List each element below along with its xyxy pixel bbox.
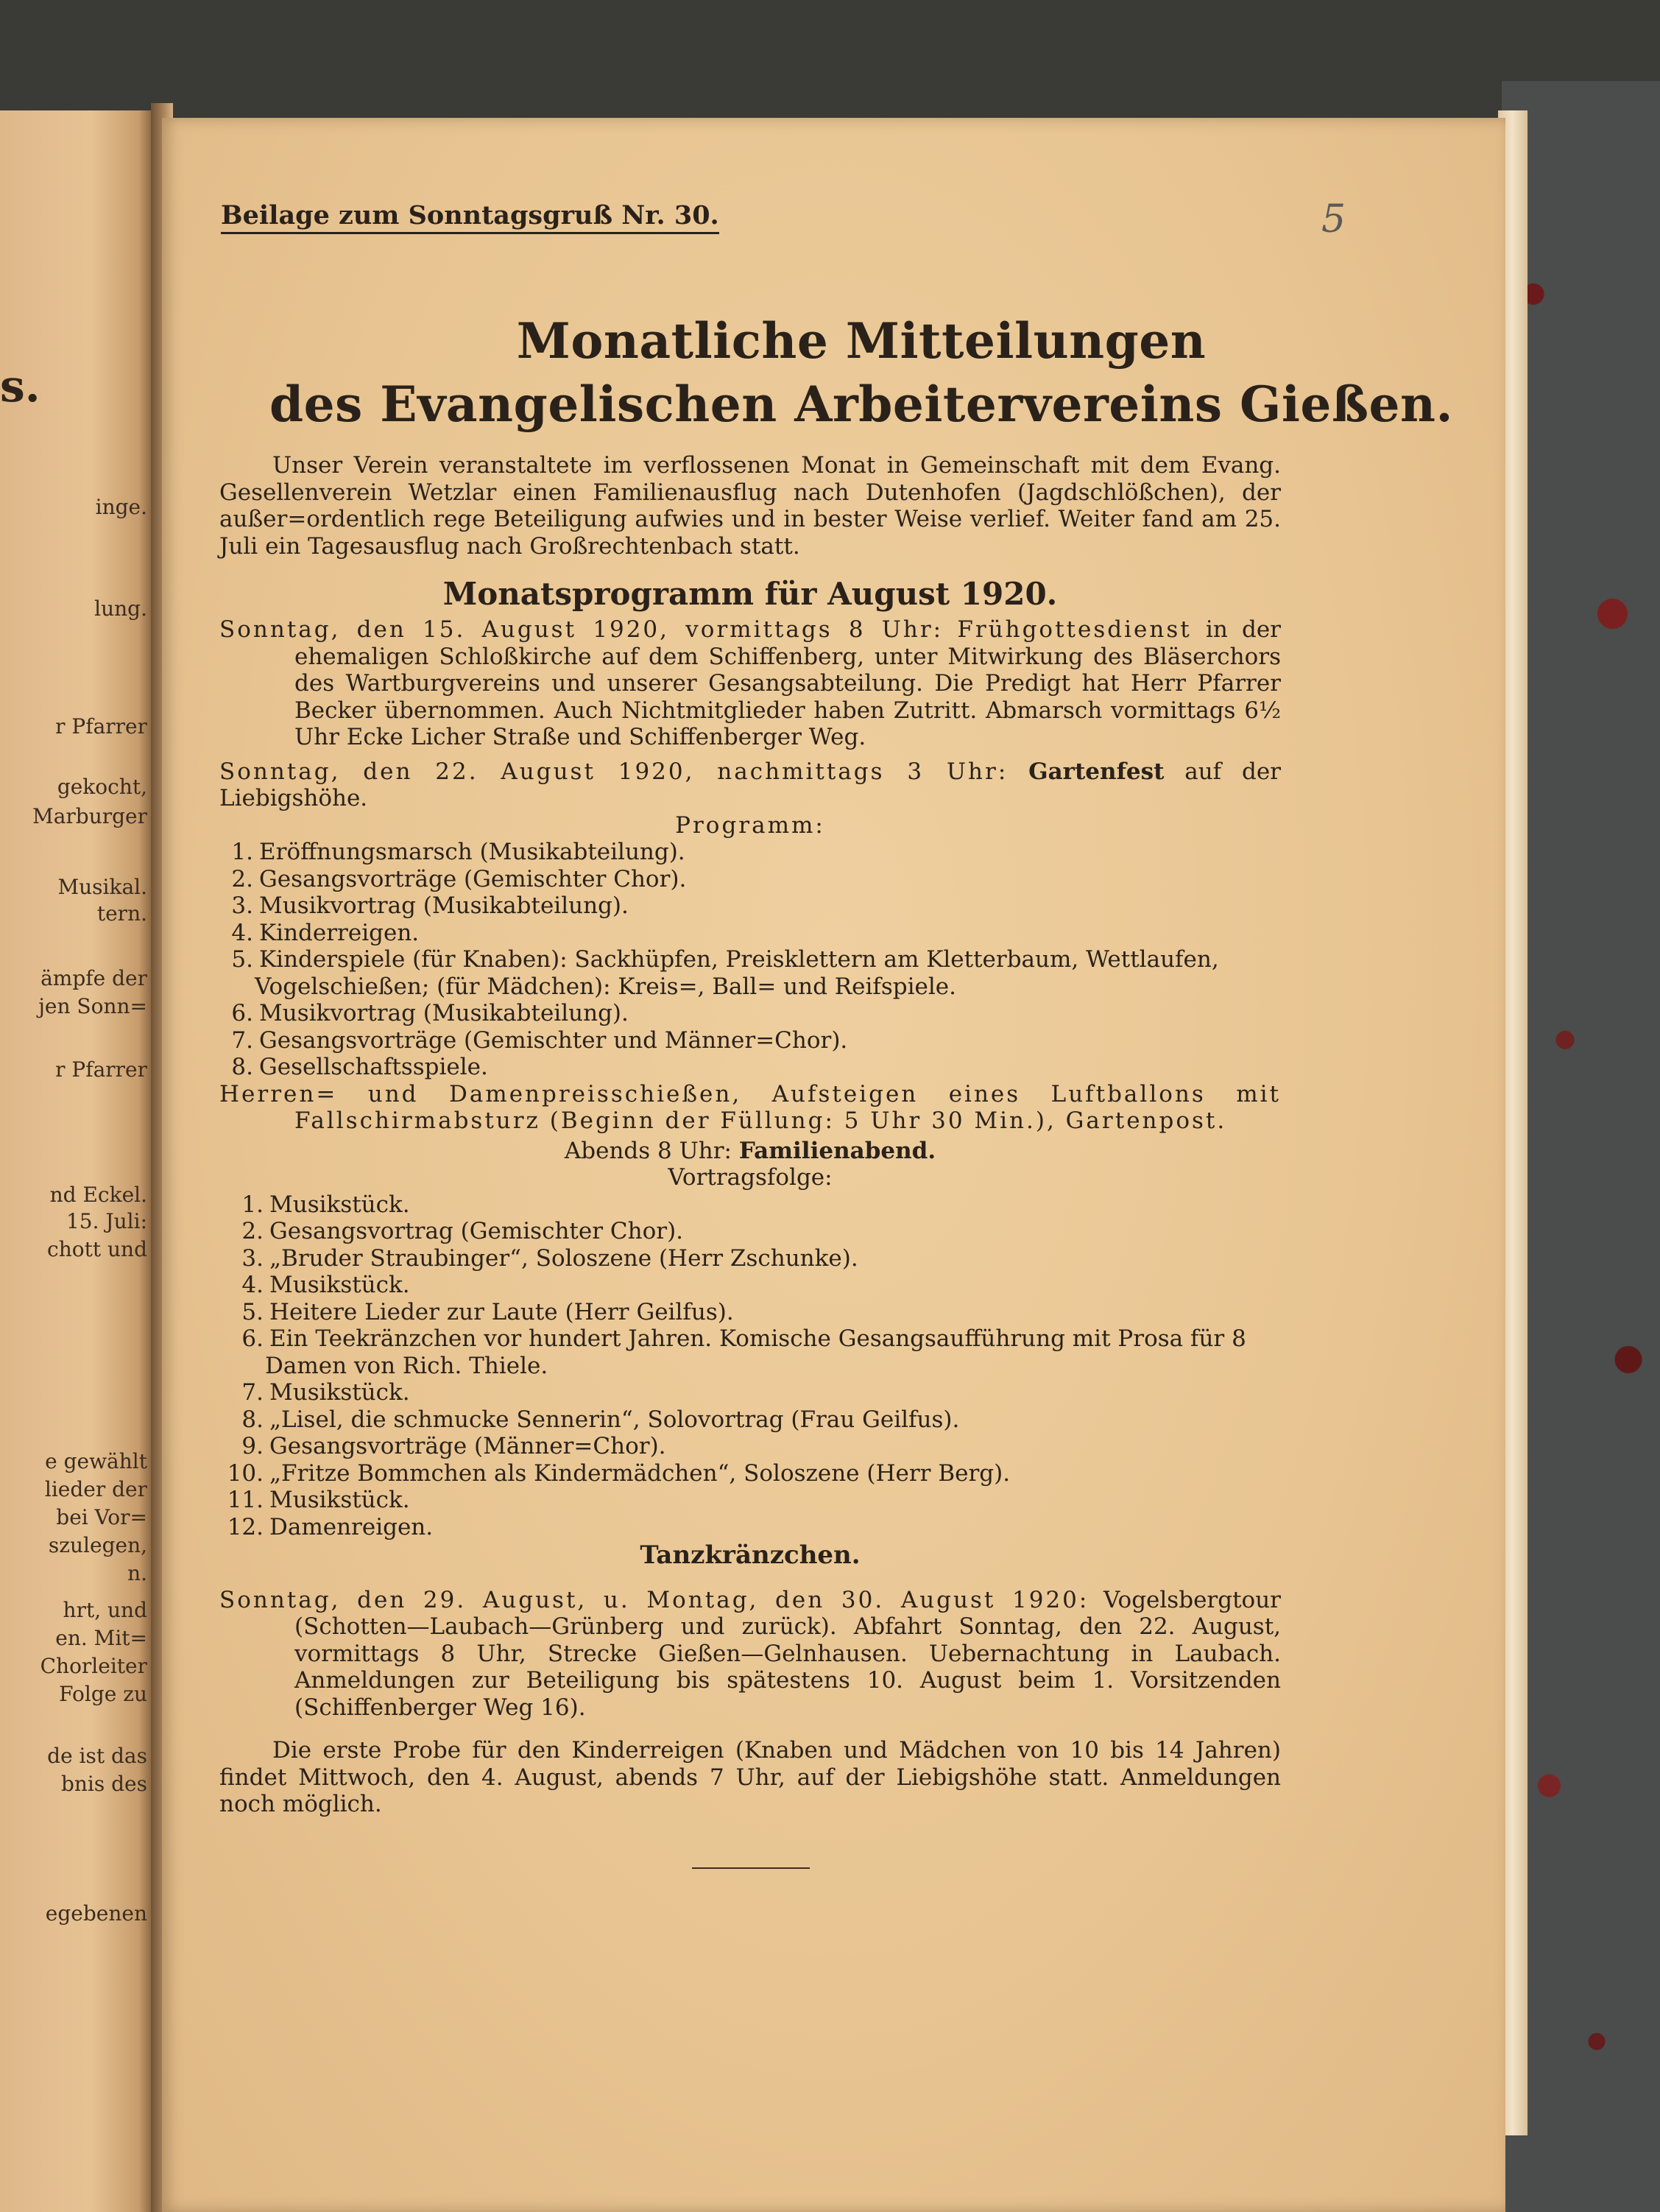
- list-item-text: Heitere Lieder zur Laute (Herr Geilfus).: [269, 1298, 734, 1325]
- list-item-text: Kinderspiele (für Knaben): Sackhüpfen, Preisklettern am Kletterbaum, Wettlaufen, Vogelschießen; (für Mädchen): Kreis=, Ball= und Reifspiele.: [255, 946, 1219, 1000]
- event-garden-party: [219, 758, 1281, 812]
- list-item-number: 2.: [241, 1218, 264, 1244]
- list-item: [219, 920, 1281, 947]
- left-page-fragment: egebenen: [45, 1901, 147, 1926]
- handwritten-page-number: 5: [1321, 197, 1346, 242]
- list-item-text: Gesangsvorträge (Gemischter Chor).: [259, 865, 687, 892]
- list-item-number: 3.: [231, 892, 253, 919]
- list-item: [219, 1245, 1281, 1272]
- left-page-fragment: lung.: [94, 596, 147, 621]
- left-page-fragment: nd Eckel.: [49, 1183, 147, 1207]
- event-date: Sonntag, den 15. August 1920, vormittags 8 Uhr:: [219, 616, 944, 643]
- list-item-number: 9.: [241, 1433, 264, 1459]
- left-page-fragment: 15. Juli:: [66, 1209, 147, 1233]
- list-item: [219, 1054, 1281, 1081]
- left-page-fragment: en. Mit=: [55, 1626, 147, 1650]
- left-page-fragment: lieder der: [44, 1477, 147, 1501]
- list-item: [219, 1272, 1281, 1299]
- list-item: [219, 866, 1281, 893]
- list-item-number: 10.: [227, 1459, 264, 1487]
- left-page-fragment: n.: [127, 1561, 147, 1585]
- list-item: [219, 1487, 1281, 1514]
- list-item-text: Musikstück.: [269, 1191, 410, 1218]
- event-name: Gartenfest: [1028, 758, 1165, 785]
- title-line-1: Monatliche Mitteilungen: [516, 312, 1207, 370]
- left-page-fragment: chott und: [47, 1237, 147, 1261]
- left-page-heading-fragment: s.: [0, 361, 40, 412]
- program-extra: Herren= und Damenpreisschießen, Aufsteigen eines Luftballons mit Fallschirmabsturz (Beginn der Füllung: 5 Uhr 30 Min.), Gartenpost.: [219, 1080, 1281, 1134]
- list-item-number: 6.: [231, 1000, 253, 1026]
- list-item-text: Kinderreigen.: [259, 919, 420, 946]
- final-note: Die erste Probe für den Kinderreigen (Knaben und Mädchen von 10 bis 14 Jahren) findet Mittwoch, den 4. August, abends 7 Uhr, auf der Liebigshöhe statt. Anmeldungen noch möglich.: [219, 1737, 1281, 1817]
- list-item-text: Musikstück.: [269, 1379, 410, 1406]
- list-item-number: 8.: [231, 1054, 253, 1080]
- left-page-fragment: gekocht,: [57, 775, 147, 799]
- list-item-number: 7.: [231, 1026, 253, 1054]
- list-item-number: 2.: [231, 865, 253, 892]
- event-date: Sonntag, den 22. August 1920, nachmittags 3 Uhr:: [219, 758, 1009, 785]
- left-page-fragment: Musikal.: [57, 875, 147, 899]
- left-page-fragment: e gewählt: [45, 1449, 147, 1473]
- closing-rule: [692, 1867, 810, 1869]
- body-text: [219, 452, 1281, 1818]
- list-item-number: 1.: [241, 1191, 264, 1218]
- intro-paragraph: Unser Verein veranstaltete im verflossenen Monat in Gemeinschaft mit dem Evang. Gesellenverein Wetzlar einen Familienausflug nach Dutenhofen (Jagdschlößchen), der außer=ordentlich rege Beteiligung aufwies und in bester Weise verlief. Weiter fand am 25. Juli ein Tagesausflug nach Großrechtenbach statt.: [219, 452, 1281, 560]
- event-early-service: [219, 616, 1281, 751]
- list-item-number: 7.: [241, 1379, 264, 1406]
- left-page-fragment: r Pfarrer: [55, 1057, 147, 1082]
- event-vogelsberg-tour: [219, 1587, 1281, 1722]
- list-item-number: 1.: [231, 839, 253, 865]
- list-item: [219, 1460, 1281, 1487]
- dance-heading: Tanzkränzchen.: [640, 1540, 861, 1570]
- list-item: [219, 1191, 1281, 1219]
- document-title: [221, 309, 1502, 436]
- list-item: [219, 1514, 1281, 1541]
- list-item-text: Musikstück.: [269, 1272, 410, 1298]
- left-page-fragment: jen Sonn=: [38, 994, 147, 1018]
- evening-name: Familienabend.: [738, 1137, 936, 1164]
- event-text: Vogelsbergtour (Schotten—Laubach—Grünberg und zurück). Abfahrt Sonntag, den 22. August, vormittags 8 Uhr, Strecke Gießen—Gelnhausen. Uebernachtung in Laubach. Anmeldungen zur Beteiligung bis spätestens 10. August beim 1. Vorsitzenden (Schiffenberger Weg 16).: [294, 1586, 1281, 1721]
- list-item-number: 4.: [231, 919, 253, 946]
- list-item-number: 11.: [227, 1487, 264, 1513]
- left-page-fragment: de ist das: [47, 1744, 147, 1768]
- list-item-text: „Fritze Bommchen als Kindermädchen“, Soloszene (Herr Berg).: [269, 1459, 1011, 1487]
- list-item-number: 8.: [241, 1406, 264, 1433]
- left-page-fragment: inge.: [95, 495, 147, 519]
- list-item-number: 12.: [227, 1513, 264, 1540]
- list-item: [219, 1433, 1281, 1460]
- list-item-text: Gesellschaftsspiele.: [259, 1054, 488, 1080]
- list-item: [219, 1299, 1281, 1326]
- supplement-header: Beilage zum Sonntagsgruß Nr. 30.: [221, 200, 719, 234]
- event-text: auf der Liebigshöhe.: [219, 758, 1281, 811]
- list-item: [219, 1325, 1281, 1379]
- program-label: Programm:: [675, 811, 825, 839]
- left-page-fragment: r Pfarrer: [55, 714, 147, 739]
- evening-program-list: [219, 1191, 1281, 1541]
- list-item-number: 4.: [241, 1272, 264, 1298]
- list-item-text: Ein Teekränzchen vor hundert Jahren. Komische Gesangsaufführung mit Prosa für 8 Damen von Rich. Thiele.: [265, 1325, 1246, 1379]
- vortragsfolge-label: Vortragsfolge:: [668, 1164, 833, 1191]
- list-item-text: Musikstück.: [269, 1487, 410, 1513]
- list-item: [219, 1000, 1281, 1027]
- left-page-fragment: hrt, und: [63, 1598, 147, 1622]
- left-page-fragment: szulegen,: [48, 1533, 147, 1557]
- list-item-number: 6.: [241, 1325, 264, 1352]
- program-heading: Monatsprogramm für August 1920.: [442, 576, 1058, 612]
- left-page-fragment: Chorleiter: [40, 1654, 147, 1678]
- list-item-text: Musikvortrag (Musikabteilung).: [259, 1000, 629, 1026]
- left-page-fragment: ämpfe der: [40, 966, 147, 990]
- title-line-2: des Evangelischen Arbeitervereins Gießen.: [269, 376, 1453, 433]
- list-item-text: Damenreigen.: [269, 1513, 434, 1540]
- list-item: [219, 1406, 1281, 1434]
- list-item-text: Musikvortrag (Musikabteilung).: [259, 892, 629, 919]
- list-item: [219, 892, 1281, 920]
- left-page-fragment: bnis des: [60, 1772, 147, 1796]
- left-page-fragment: Marburger: [32, 804, 147, 828]
- list-item: [219, 1218, 1281, 1245]
- program-list: [219, 839, 1281, 1081]
- left-page-fragment: bei Vor=: [56, 1505, 147, 1529]
- event-text: in der ehemaligen Schloßkirche auf dem Schiffenberg, unter Mitwirkung des Bläserchors des Wartburgvereins und unserer Gesangsabteilung. Die Predigt hat Herr Pfarrer Becker übernommen. Auch Nichtmitglieder haben Zutritt. Abmarsch vormittags 6½ Uhr Ecke Licher Straße und Schiffenberger Weg.: [294, 616, 1281, 750]
- evening-time: Abends 8 Uhr:: [564, 1137, 732, 1164]
- list-item-text: Gesangsvorträge (Männer=Chor).: [269, 1433, 666, 1459]
- list-item: [219, 1027, 1281, 1054]
- list-item: [219, 946, 1281, 1000]
- left-page-fragment: Folge zu: [59, 1682, 147, 1706]
- left-page: [0, 110, 151, 2212]
- list-item: [219, 1379, 1281, 1406]
- event-name: Frühgottesdienst: [957, 616, 1192, 643]
- list-item-number: 5.: [231, 946, 253, 973]
- event-date: Sonntag, den 29. August, u. Montag, den 30. August 1920:: [219, 1586, 1089, 1613]
- list-item-text: Gesangsvorträge (Gemischter und Männer=Chor).: [259, 1026, 848, 1054]
- list-item: [219, 839, 1281, 866]
- list-item-text: Gesangsvortrag (Gemischter Chor).: [269, 1218, 684, 1244]
- list-item-number: 5.: [241, 1298, 264, 1325]
- list-item-text: Eröffnungsmarsch (Musikabteilung).: [259, 839, 685, 865]
- list-item-text: „Lisel, die schmucke Sennerin“, Solovortrag (Frau Geilfus).: [269, 1406, 960, 1433]
- left-page-fragment: tern.: [96, 901, 147, 926]
- list-item-text: „Bruder Straubinger“, Soloszene (Herr Zschunke).: [269, 1244, 858, 1272]
- list-item-number: 3.: [241, 1244, 264, 1272]
- evening-line: [219, 1138, 1281, 1165]
